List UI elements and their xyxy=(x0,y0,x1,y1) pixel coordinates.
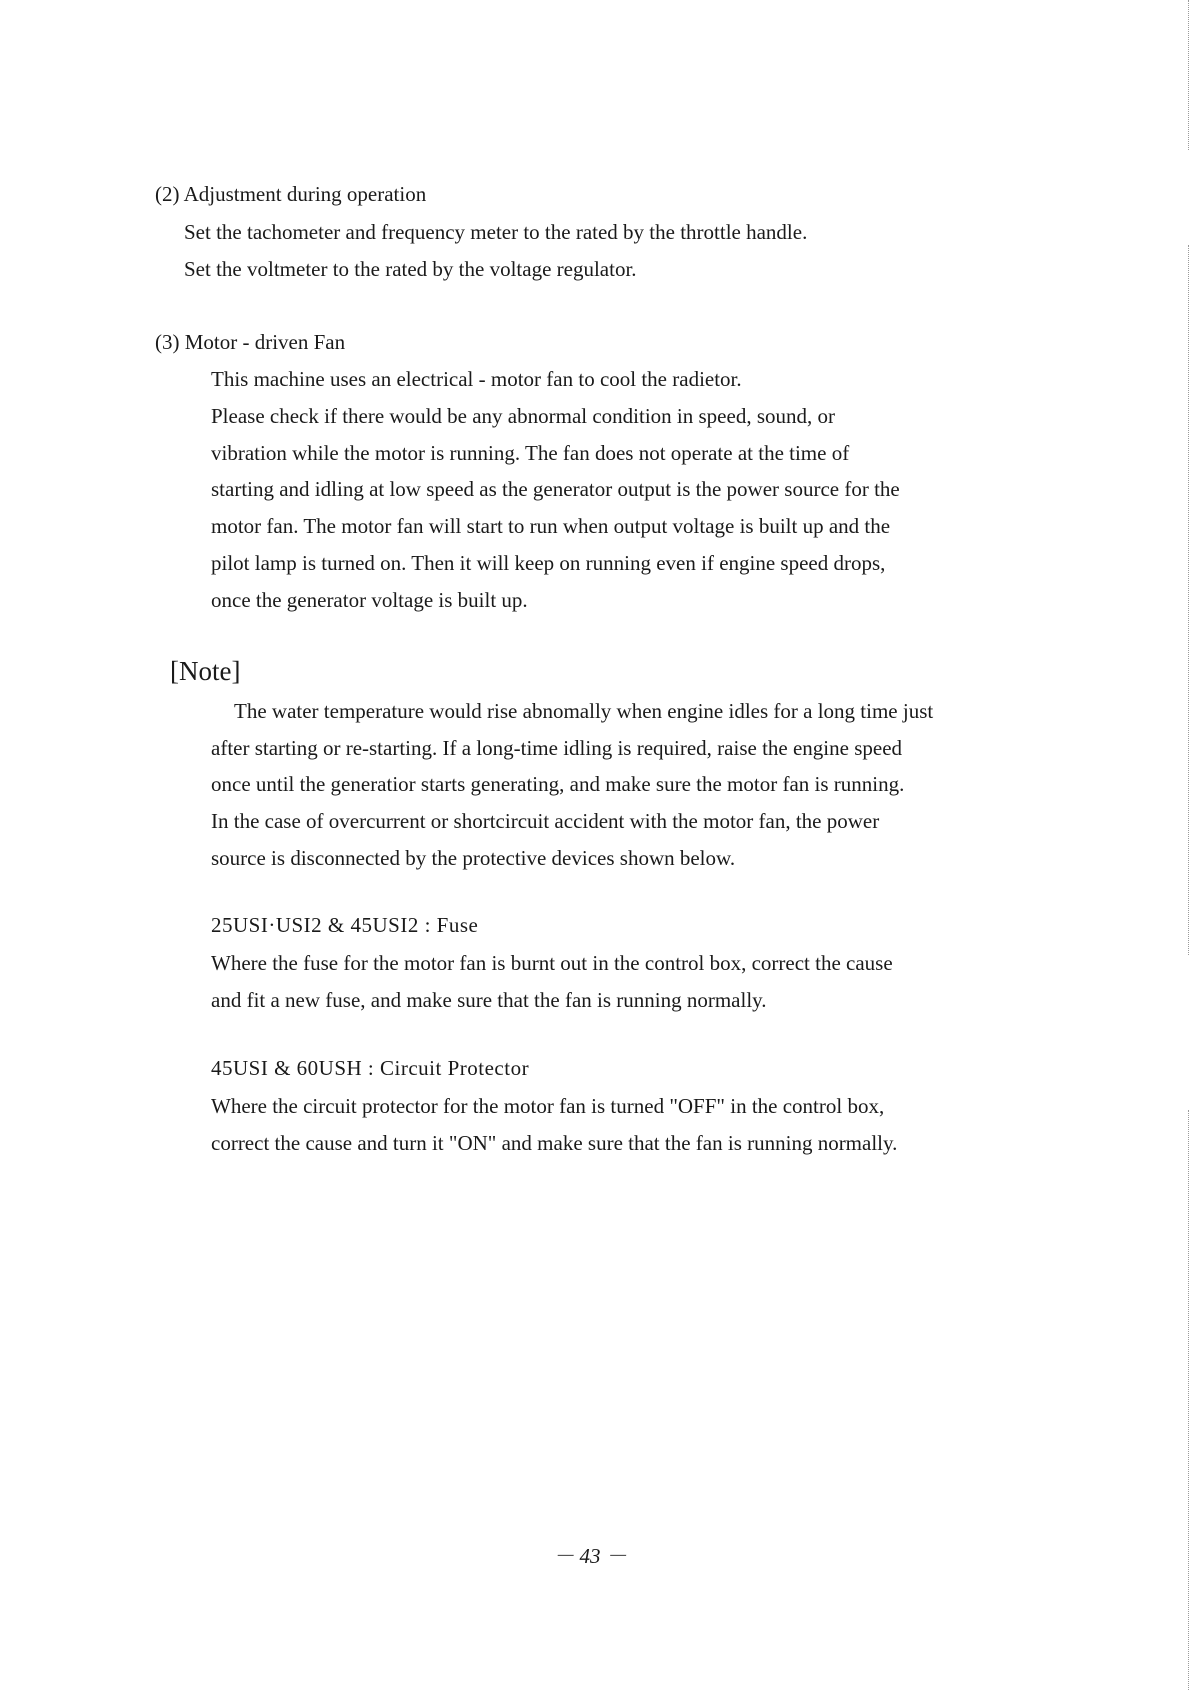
section-3-line-1: This machine uses an electrical - motor fan to cool the radietor. xyxy=(211,367,742,391)
section-3-line-5: motor fan. The motor fan will start to run when output voltage is built up and the xyxy=(211,514,891,538)
section-3-line-7: once the generator voltage is built up. xyxy=(211,588,528,612)
fuse-line-2: and fit a new fuse, and make sure that the fan is running normally. xyxy=(211,988,767,1012)
fuse-line-1: Where the fuse for the motor fan is burnt out in the control box, correct the cause xyxy=(211,951,893,975)
scan-edge-mark xyxy=(1188,245,1189,955)
section-2-line-1: Set the tachometer and frequency meter to the rated by the throttle handle. xyxy=(184,220,808,244)
scan-edge-mark xyxy=(1188,0,1189,150)
note-line-4: In the case of overcurrent or shortcircuit accident with the motor fan, the power xyxy=(211,809,880,833)
section-2-heading: (2) Adjustment during operation xyxy=(155,182,427,206)
protector-line-2: correct the cause and turn it "ON" and make sure that the fan is running normally. xyxy=(211,1131,898,1155)
note-line-2: after starting or re-starting. If a long-time idling is required, raise the engine speed xyxy=(211,736,903,760)
section-3-line-4: starting and idling at low speed as the generator output is the power source for the xyxy=(211,477,900,501)
section-3-line-6: pilot lamp is turned on. Then it will keep on running even if engine speed drops, xyxy=(211,551,886,575)
protector-heading: 45USI & 60USH : Circuit Protector xyxy=(211,1056,530,1080)
section-2-line-2: Set the voltmeter to the rated by the voltage regulator. xyxy=(184,257,637,281)
fuse-heading: 25USI·USI2 & 45USI2 : Fuse xyxy=(211,913,479,937)
protector-line-1: Where the circuit protector for the motor fan is turned "OFF" in the control box, xyxy=(211,1094,885,1118)
page-number: － 43 － xyxy=(553,1544,627,1568)
scan-edge-mark xyxy=(1188,1110,1189,1690)
section-3-line-3: vibration while the motor is running. The fan does not operate at the time of xyxy=(211,441,850,465)
note-line-1: The water temperature would rise abnomally when engine idles for a long time just xyxy=(234,699,934,723)
note-line-3: once until the generatior starts generating, and make sure the motor fan is running. xyxy=(211,772,905,796)
section-3-heading: (3) Motor - driven Fan xyxy=(155,330,346,354)
note-line-5: source is disconnected by the protective devices shown below. xyxy=(211,846,736,870)
note-title: [Note] xyxy=(170,656,241,686)
section-3-line-2: Please check if there would be any abnormal condition in speed, sound, or xyxy=(211,404,835,428)
